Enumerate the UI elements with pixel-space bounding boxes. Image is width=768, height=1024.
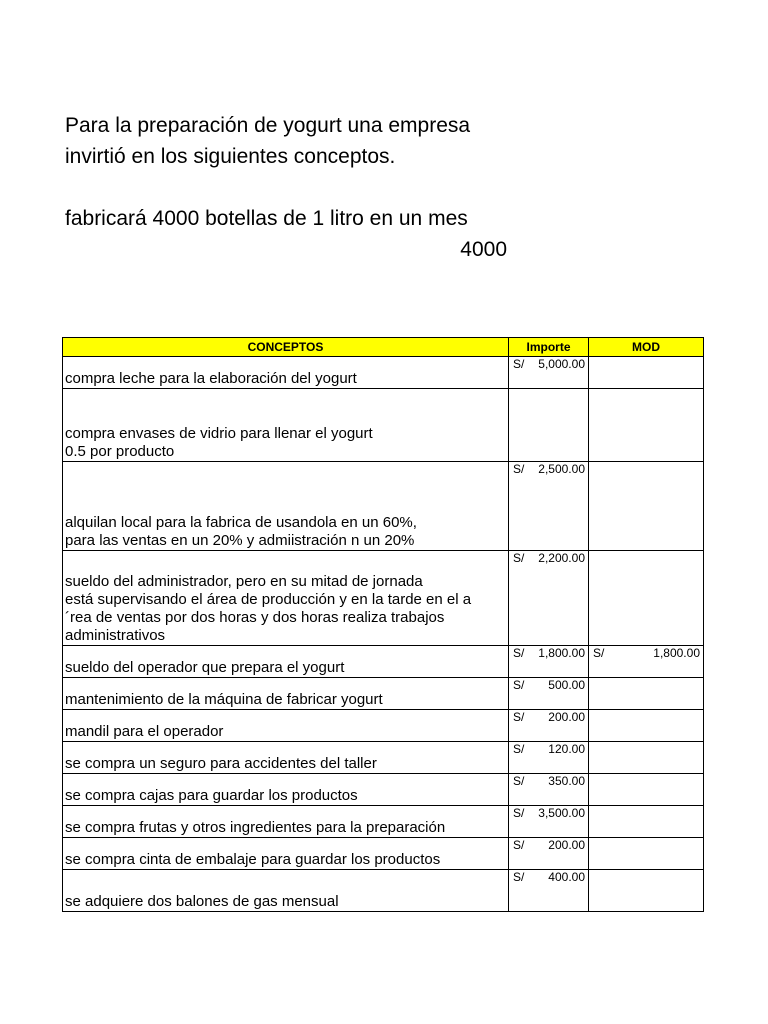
importe-currency: S/ [513,357,525,371]
importe-value: 500.00 [548,678,585,692]
table-row [63,551,704,646]
importe-currency: S/ [513,870,525,884]
cell-mod[interactable] [589,870,704,912]
intro-text [65,110,507,265]
importe-currency: S/ [513,462,525,476]
cell-concepto[interactable]: se compra cajas para guardar los productos [63,774,509,806]
cell-importe[interactable] [509,678,589,710]
importe-value: 350.00 [548,774,585,788]
cell-mod[interactable] [589,742,704,774]
cell-concepto[interactable]: se adquiere dos balones de gas mensual [63,870,509,912]
header-mod[interactable]: MOD [589,338,704,357]
cell-concepto[interactable]: se compra cinta de embalaje para guardar los productos [63,838,509,870]
header-importe[interactable]: Importe [509,338,589,357]
importe-value: 120.00 [548,742,585,756]
cell-concepto[interactable]: mantenimiento de la máquina de fabricar yogurt [63,678,509,710]
cell-importe[interactable] [509,357,589,389]
table-row [63,357,704,389]
intro-line-1: Para la preparación de yogurt una empresa [65,114,471,137]
cell-mod[interactable] [589,774,704,806]
importe-value: 200.00 [548,838,585,852]
cell-concepto[interactable]: se compra frutas y otros ingredientes para la preparación [63,806,509,838]
cell-importe[interactable] [509,710,589,742]
cell-mod[interactable] [589,678,704,710]
importe-value: 200.00 [548,710,585,724]
cell-importe[interactable] [509,806,589,838]
concepts-table [62,337,704,912]
cell-importe[interactable] [509,742,589,774]
table-row [63,838,704,870]
importe-value: 3,500.00 [538,806,585,820]
header-conceptos[interactable]: CONCEPTOS [63,338,509,357]
intro-line-3: fabricará 4000 botellas de 1 litro en un mes [65,207,468,230]
table-row [63,742,704,774]
cell-importe[interactable] [509,838,589,870]
cell-mod[interactable] [589,462,704,551]
importe-currency: S/ [513,742,525,756]
table-header-row [63,338,704,357]
cell-importe[interactable] [509,462,589,551]
cell-mod[interactable] [589,646,704,678]
cell-mod[interactable] [589,710,704,742]
cell-concepto[interactable]: compra leche para la elaboración del yogurt [63,357,509,389]
cell-concepto[interactable]: compra envases de vidrio para llenar el yogurt 0.5 por producto [63,389,509,462]
cell-importe[interactable] [509,870,589,912]
importe-currency: S/ [513,806,525,820]
importe-value: 2,200.00 [538,551,585,565]
cell-mod[interactable] [589,551,704,646]
cell-mod[interactable] [589,389,704,462]
cell-concepto[interactable]: sueldo del operador que prepara el yogurt [63,646,509,678]
mod-currency: S/ [593,646,605,660]
importe-currency: S/ [513,646,525,660]
cell-concepto[interactable]: mandil para el operador [63,710,509,742]
importe-value: 5,000.00 [538,357,585,371]
table-row [63,646,704,678]
importe-currency: S/ [513,710,525,724]
importe-currency: S/ [513,774,525,788]
table-row [63,774,704,806]
cell-importe[interactable] [509,551,589,646]
importe-value: 400.00 [548,870,585,884]
importe-currency: S/ [513,551,525,565]
cell-importe[interactable] [509,646,589,678]
cell-importe[interactable] [509,389,589,462]
table-row [63,462,704,551]
table-row [63,806,704,838]
cell-mod[interactable] [589,357,704,389]
cell-concepto[interactable]: se compra un seguro para accidentes del taller [63,742,509,774]
importe-currency: S/ [513,838,525,852]
intro-line-2: invirtió en los siguientes conceptos. [65,145,396,168]
table-row [63,678,704,710]
mod-value: 1,800.00 [653,646,700,660]
cell-concepto[interactable]: alquilan local para la fabrica de usandola en un 60%, para las ventas en un 20% y admiistración n un 20% [63,462,509,551]
table-row [63,389,704,462]
cell-concepto[interactable]: sueldo del administrador, pero en su mitad de jornada está supervisando el área de producción y en la tarde en el a ´rea de ventas por dos horas y dos horas realiza trabajos administrativos [63,551,509,646]
importe-currency: S/ [513,678,525,692]
importe-value: 1,800.00 [538,646,585,660]
cell-mod[interactable] [589,806,704,838]
cell-mod[interactable] [589,838,704,870]
table-row [63,870,704,912]
cell-importe[interactable] [509,774,589,806]
table-row [63,710,704,742]
intro-line-4: 4000 [460,238,507,261]
importe-value: 2,500.00 [538,462,585,476]
